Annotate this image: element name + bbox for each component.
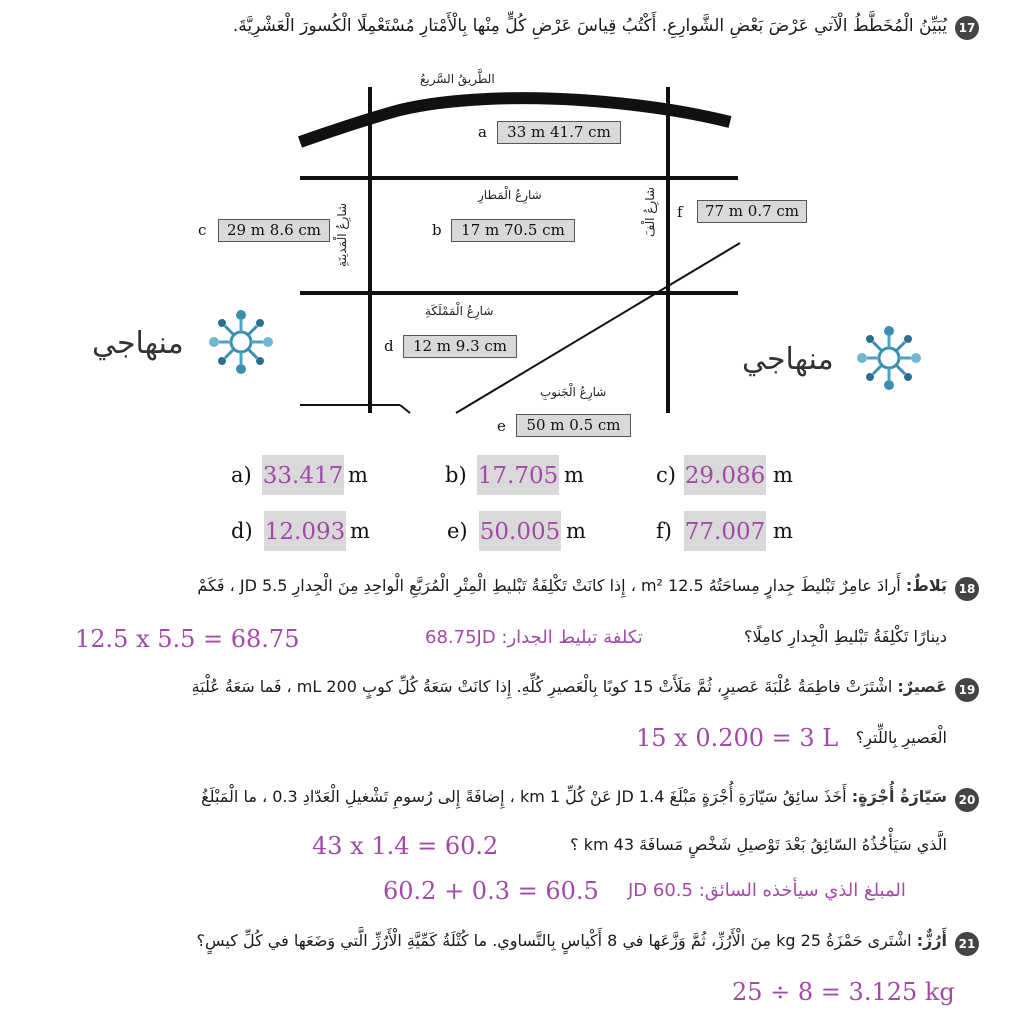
question-20-line1	[201, 787, 947, 806]
measure-letter-f: f	[677, 203, 683, 221]
measure-letter-c: c	[198, 221, 207, 239]
measure-box-e: 50 m 0.5 cm	[516, 414, 631, 437]
question-18-line2: دينارًا تَكْلِفَةُ تَبْليطِ الْجِدارِ كامِلًا؟	[744, 627, 947, 646]
question-19-calculation: 15 x 0.200 = 3 L	[636, 724, 839, 752]
highway-label: الطَّريقُ السَّريعُ	[420, 72, 495, 86]
answer-unit-f: m	[773, 519, 793, 543]
question-number-20: 20	[955, 788, 979, 812]
south-street-corner	[400, 405, 410, 413]
question-20-line2: الَّذي سَيَأْخُذُهُ السّائِقُ بَعْدَ تَوْصيلِ شَخْصٍ مَسافَةَ 43 km ؟	[570, 835, 947, 854]
question-number-19: 19	[955, 678, 979, 702]
answer-unit-b: m	[564, 463, 584, 487]
answer-label-b: b)	[445, 463, 467, 487]
question-18-calculation: 12.5 x 5.5 = 68.75	[75, 625, 300, 653]
south-street-label: شارِعُ الْجَنوبِ	[540, 385, 607, 399]
question-20-keyword: سَيّارَةُ أُجْرَةٍ:	[851, 787, 947, 806]
measure-box-b: 17 m 70.5 cm	[451, 219, 575, 242]
question-19-keyword: عَصيرٌ:	[897, 677, 947, 696]
kingdom-street-label: شارِعُ الْمَمْلَكَةِ	[425, 304, 494, 318]
manhaji-logo-text-right: منهاجي	[742, 342, 834, 377]
question-21-calculation: 25 ÷ 8 = 3.125 kg	[732, 978, 955, 1006]
answer-box-d: 12.093	[264, 511, 346, 551]
measure-box-a: 33 m 41.7 cm	[497, 121, 621, 144]
question-19-line2: الْعَصيرِ بِاللِّترِ؟	[855, 728, 947, 747]
measure-box-f: 77 m 0.7 cm	[697, 200, 807, 223]
manhaji-logo-icon	[203, 304, 279, 380]
answer-label-d: d)	[231, 519, 253, 543]
answer-label-c: c)	[656, 463, 676, 487]
question-number-17: 17	[955, 16, 979, 40]
question-21-line1	[197, 931, 947, 950]
question-18-keyword: بَلاطٌ:	[905, 576, 947, 595]
answer-label-f: f)	[656, 519, 672, 543]
question-18-text: أَرادَ عامِرٌ تَبْليطَ جِدارٍ مِساحَتُهُ 12.5 m² ، إِذا كانَتْ تَكْلِفَةُ تَبْليطِ الْمِتْرِ الْمُرَبَّعِ الْواحِدِ مِنَ الْجِدارِ JD 5.5 ، فَكَمْ	[197, 576, 901, 595]
measure-letter-a: a	[478, 123, 487, 141]
question-21-keyword: أَرُزٌّ:	[916, 931, 947, 950]
answer-unit-e: m	[566, 519, 586, 543]
answer-label-a: a)	[231, 463, 252, 487]
question-number-21: 21	[955, 932, 979, 956]
question-18-handwritten-answer: تكلفة تبليط الجدار: 68.75JD	[425, 627, 643, 648]
question-20-text: أَخَذَ سائِقُ سَيّارَةِ أُجْرَةٍ مَبْلَغَ JD 1.4 عَنْ كُلِّ 1 km ، إِضافَةً إِلى رُسومِ تَشْغيلِ الْعَدّادِ 0.3 ، ما الْمَبْلَغُ	[201, 787, 847, 806]
question-18-line1	[197, 576, 947, 595]
answer-box-b: 17.705	[477, 455, 559, 495]
question-20-calculation-2: 60.2 + 0.3 = 60.5	[383, 877, 599, 905]
measure-letter-d: d	[384, 337, 394, 355]
question-20-handwritten-answer: المبلغ الذي سيأخذه السائق: 60.5 JD	[628, 880, 906, 901]
city-street-label: شارِعُ الْمَدينَةِ	[335, 202, 350, 268]
answer-unit-a: m	[348, 463, 368, 487]
airport-street-label: شارِعُ الْمَطارِ	[478, 188, 542, 202]
question-21-text: اشْتَرى حَمْزَةُ 25 kg مِنَ الْأَرُزِّ، ثُمَّ وَزَّعَها في 8 أَكْياسٍ بِالتَّساوي. ما كُتْلَةُ كَمِّيَّةِ الْأَرُزِّ الَّتي وَضَعَها في كُلِّ كيسٍ؟	[196, 931, 912, 950]
answer-unit-c: m	[773, 463, 793, 487]
question-19-line1	[192, 677, 947, 696]
measure-letter-b: b	[432, 221, 442, 239]
answer-box-e: 50.005	[479, 511, 561, 551]
measure-box-d: 12 m 9.3 cm	[403, 335, 517, 358]
answer-label-e: e)	[447, 519, 468, 543]
question-19-text: اشْتَرَتْ فاطِمَةُ عُلْبَةَ عَصيرٍ، ثُمَّ مَلَأَتْ 15 كوبًا بِالْعَصيرِ كُلِّهِ. إِذا كانَتْ سَعَةُ كُلِّ كوبٍ 200 mL ، فَما سَعَةُ عُلْبَةِ	[191, 677, 893, 696]
question-number-18: 18	[955, 577, 979, 601]
measure-box-c: 29 m 8.6 cm	[218, 219, 330, 242]
manhaji-logo-text-left: منهاجي	[92, 326, 184, 361]
answer-unit-d: m	[350, 519, 370, 543]
manhaji-logo-icon-2	[851, 320, 927, 396]
answer-box-a: 33.417	[262, 455, 344, 495]
answer-box-f: 77.007	[684, 511, 766, 551]
f-street-label: شارِعُ الْفَ	[642, 187, 657, 237]
question-20-calculation-1: 43 x 1.4 = 60.2	[312, 832, 499, 860]
answer-box-c: 29.086	[684, 455, 766, 495]
question-17-text: يُبَيِّنُ الْمُخَطَّطُ الْآتي عَرْضَ بَعْضِ الشَّوارِعِ. أَكْتُبُ قِياسَ عَرْضِ كُلٍّ مِنْها بِالْأَمْتارِ مُسْتَعْمِلًا الْكُسورَ الْعَشْرِيَّةَ.	[232, 16, 947, 36]
measure-letter-e: e	[497, 417, 506, 435]
